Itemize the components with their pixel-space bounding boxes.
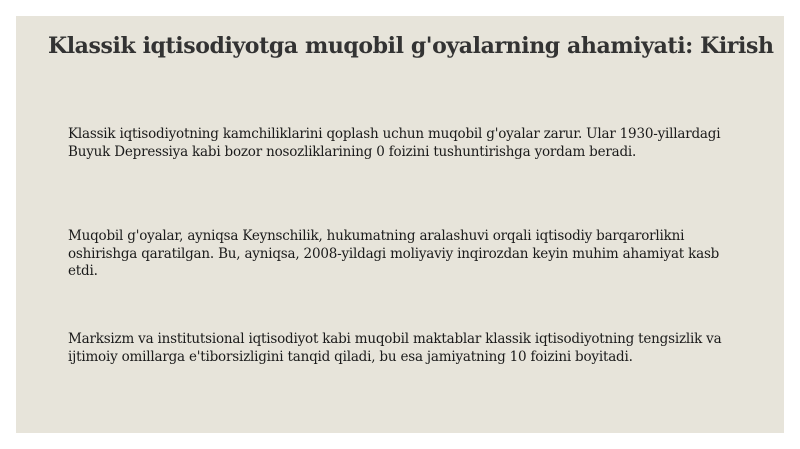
paragraph-2: Muqobil g'oyalar, ayniqsa Keynschilik, hukumatning aralashuvi orqali iqtisodiy barqarorlikni oshirishga qaratilgan. Bu, ayniqsa, 2008-yildagi moliyaviy inqirozdan keyin muhim ahamiyat kasb etdi. bbox=[68, 228, 720, 279]
paragraph-1: Klassik iqtisodiyotning kamchiliklarini qoplash uchun muqobil g'oyalar zarur. Ular 1930-yillardagi Buyuk Depressiya kabi bozor nosozliklarining 0 foizini tushuntirishga yordam beradi. bbox=[68, 126, 721, 160]
slide bbox=[16, 16, 784, 433]
paragraph-3: Marksizm va institutsional iqtisodiyot kabi muqobil maktablar klassik iqtisodiyotning tengsizlik va ijtimoiy omillarga e'tiborsizligini tanqid qiladi, bu esa jamiyatning 10 foizini boyitadi. bbox=[68, 331, 722, 365]
slide-title: Klassik iqtisodiyotga muqobil g'oyalarning ahamiyati: Kirish bbox=[48, 33, 774, 59]
